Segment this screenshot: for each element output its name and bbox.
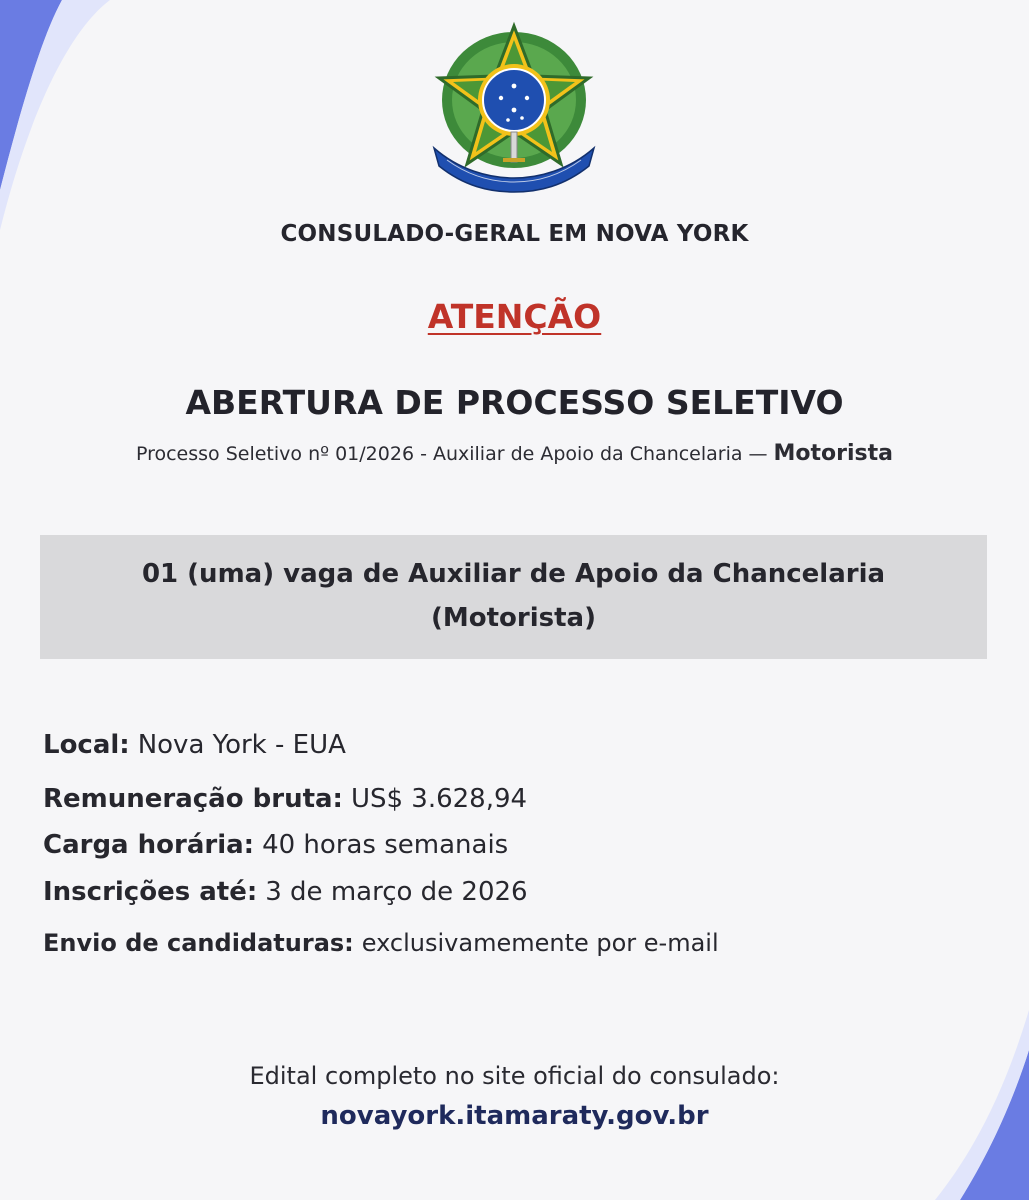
- subtitle-separator: —: [748, 443, 768, 465]
- coat-of-arms-emblem: [429, 20, 599, 196]
- detail-salary: [43, 784, 527, 814]
- detail-value: US$ 3.628,94: [350, 784, 528, 814]
- process-subtitle-text: Processo Seletivo nº 01/2026 - Auxiliar de Apoio da Chancelaria: [135, 443, 743, 465]
- detail-label: Remuneração bruta:: [43, 784, 343, 814]
- detail-label: Carga horária:: [43, 830, 255, 860]
- vacancy-line-1: 01 (uma) vaga de Auxiliar de Apoio da Chancelaria: [141, 559, 886, 589]
- footer-note: Edital completo no site oficial do consulado:: [249, 1062, 780, 1090]
- vacancy-banner: [40, 535, 987, 659]
- subtitle-role: Motorista: [773, 441, 894, 466]
- detail-label: Local:: [43, 730, 130, 760]
- process-subtitle: [0, 441, 1029, 466]
- detail-label: Inscrições até:: [43, 877, 258, 907]
- detail-value: 40 horas semanais: [262, 830, 509, 860]
- detail-value: 3 de março de 2026: [265, 877, 528, 907]
- notice-headline: ABERTURA DE PROCESSO SELETIVO: [185, 383, 844, 422]
- consulate-website-link[interactable]: novayork.itamaraty.gov.br: [320, 1101, 709, 1131]
- detail-submission: [43, 929, 719, 957]
- detail-label: Envio de candidaturas:: [43, 929, 354, 957]
- vacancy-line-2: (Motorista): [431, 603, 596, 633]
- detail-deadline: [43, 877, 528, 907]
- detail-value: Nova York - EUA: [137, 730, 346, 760]
- detail-workload: [43, 830, 508, 860]
- attention-heading: ATENÇÃO: [427, 297, 602, 336]
- detail-value: exclusivamemente por e-mail: [361, 929, 719, 957]
- detail-location: [43, 730, 346, 760]
- consulate-name: CONSULADO-GERAL EM NOVA YORK: [280, 221, 749, 247]
